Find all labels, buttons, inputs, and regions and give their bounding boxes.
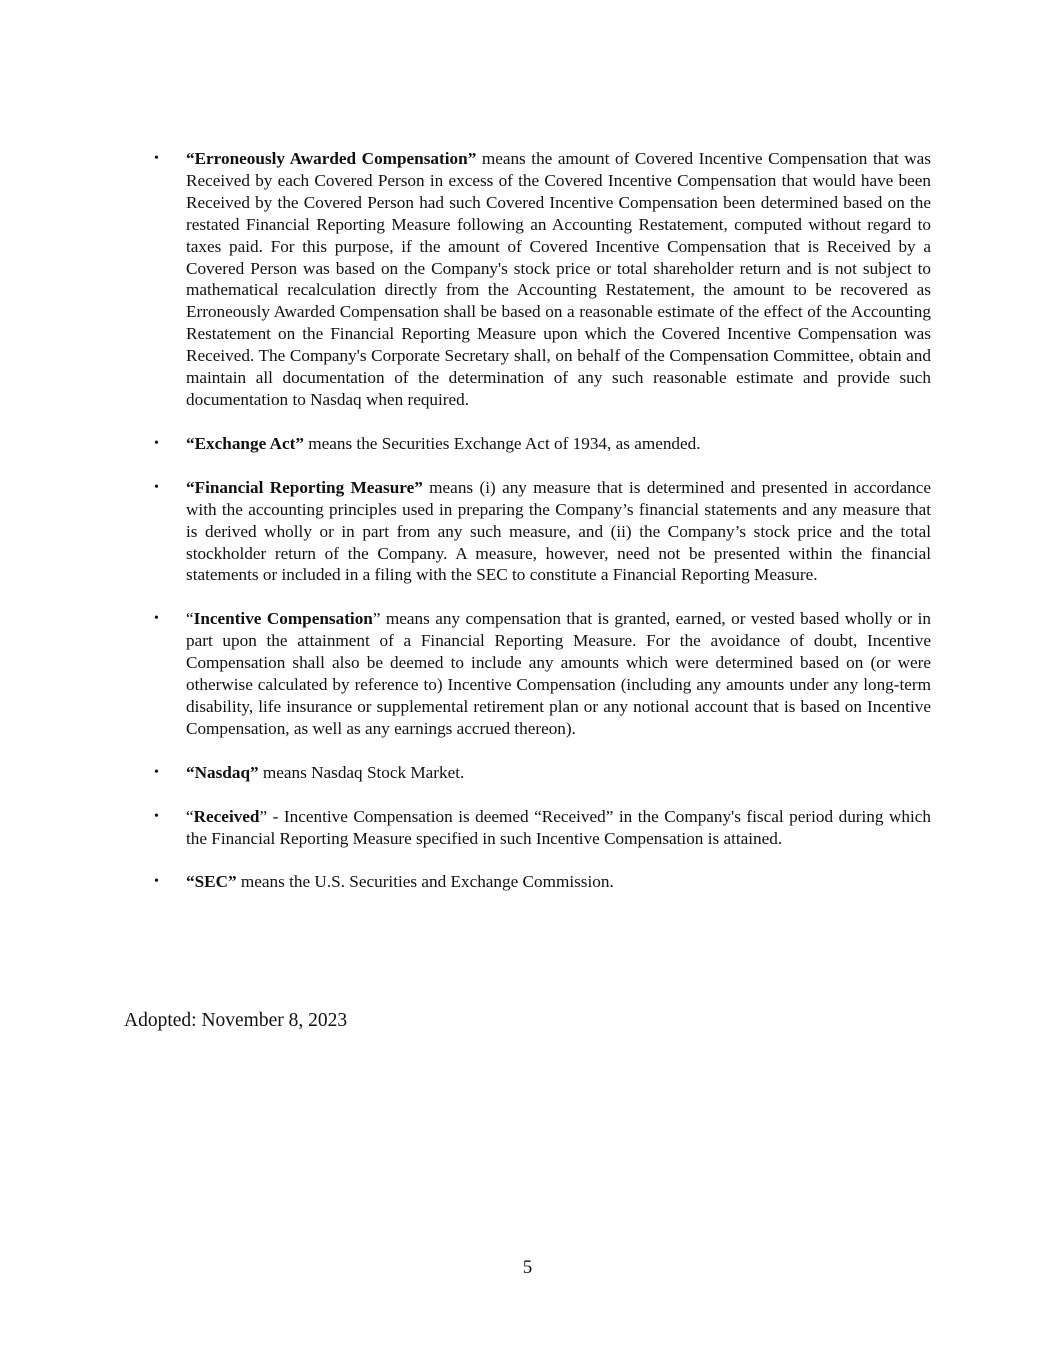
definition-text: means the U.S. Securities and Exchange Commission.: [236, 872, 614, 892]
definition-term: Received: [193, 806, 260, 826]
definition-text: - Incentive Compensation is deemed “Received” in the Company's fiscal period during which the Financial Reporting Measure specified in such Incentive Compensation is attained.: [186, 806, 931, 848]
page-number: 5: [522, 1257, 533, 1278]
bullet-icon: •: [154, 151, 159, 166]
definition-item: [154, 608, 931, 739]
definition-text: means the Securities Exchange Act of 1934, as amended.: [303, 433, 701, 453]
bullet-icon: •: [154, 764, 159, 780]
definition-item: [154, 148, 931, 411]
bullet-icon: •: [154, 479, 159, 495]
definition-item: [154, 871, 931, 893]
definition-text: means the amount of Covered Incentive Compensation that was Received by each Covered Person in excess of the Covered Incentive Compensation that would have been Received by the Covered Person had such Covered Incentive Compensation been determined based on the restated Financial Reporting Measure following an Accounting Restatement, computed without regard to taxes paid. For this purpose, if the amount of Covered Incentive Compensation that is Received by a Covered Person was based on the Company's stock price or total shareholder return and is not subject to mathematical recalculation directly from the Accounting Restatement, the amount to be recovered as Erroneously Awarded Compensation shall be based on a reasonable estimate of the effect of the Accounting Restatement on the Financial Reporting Measure upon which the Covered Incentive Compensation was Received. The Company's Corporate Secretary shall, on behalf of the Compensation Committee, obtain and maintain all documentation of the determination of any such reasonable estimate and provide such documentation to Nasdaq when required.: [186, 149, 931, 409]
definition-term: “Financial Reporting Measure”: [186, 477, 423, 497]
adopted-date: Adopted: November 8, 2023: [124, 1010, 348, 1031]
close-quote: ”: [372, 609, 381, 629]
definition-item: [154, 477, 931, 587]
definition-item: [154, 806, 931, 850]
bullet-icon: •: [154, 435, 159, 451]
definition-term: “SEC”: [186, 872, 237, 892]
close-quote: ”: [259, 806, 268, 826]
definition-item: [154, 433, 931, 455]
bullet-icon: •: [154, 808, 159, 824]
definition-text: means Nasdaq Stock Market.: [258, 762, 465, 782]
definition-term: “Erroneously Awarded Compensation”: [186, 149, 477, 168]
bullet-icon: •: [154, 874, 159, 890]
open-quote: “: [186, 609, 194, 629]
definitions-list: [154, 148, 931, 915]
definition-term: “Nasdaq”: [186, 762, 259, 782]
open-quote: “: [186, 806, 194, 826]
bullet-icon: •: [154, 611, 159, 627]
definition-term: Incentive Compensation: [193, 609, 373, 629]
definition-text: means (i) any measure that is determined and presented in accordance with the accounting principles used in preparing the Company’s financial statements and any measure that is derived wholly or in part from any such measure, and (ii) the Company’s stock price and the total stockholder return of the Company. A measure, however, need not be presented within the financial statements or included in a filing with the SEC to constitute a Financial Reporting Measure.: [186, 477, 931, 585]
definition-term: “Exchange Act”: [186, 433, 304, 453]
definition-item: [154, 762, 931, 784]
definition-text: means any compensation that is granted, earned, or vested based wholly or in part upon the attainment of a Financial Reporting Measure. For the avoidance of doubt, Incentive Compensation shall also be deemed to include any amounts which were determined based on (or were otherwise calculated by reference to) Incentive Compensation (including any amounts under any long-term disability, life insurance or supplemental retirement plan or any notional account that is based on Incentive Compensation, as well as any earnings accrued thereon).: [186, 609, 931, 738]
